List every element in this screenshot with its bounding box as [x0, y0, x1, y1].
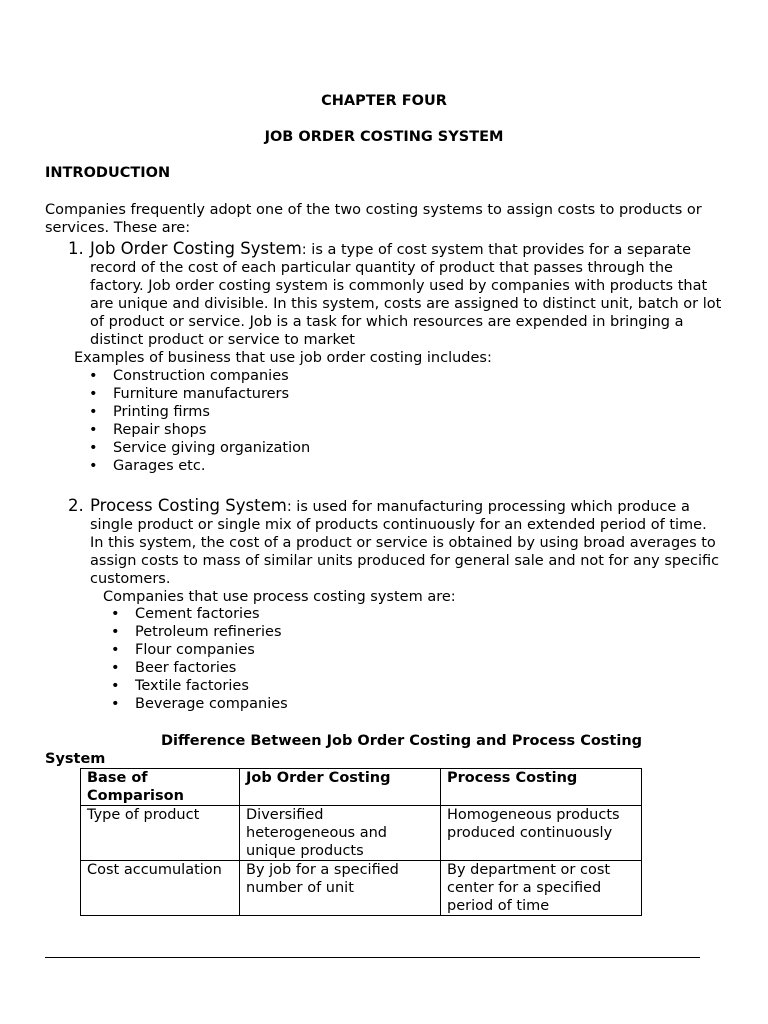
bullet-icon: •	[111, 606, 120, 622]
list-item-text: Printing firms	[113, 404, 210, 420]
bullet-icon: •	[89, 386, 98, 402]
list-item-text: Furniture manufacturers	[113, 386, 290, 402]
bullet-icon: •	[89, 458, 98, 474]
section-term: Job Order Costing System	[90, 239, 302, 258]
bullet-icon: •	[89, 440, 98, 456]
list-item-text: Garages etc.	[113, 458, 206, 474]
list-item	[111, 659, 288, 677]
examples-list	[89, 367, 310, 475]
list-item-text: Repair shops	[113, 422, 207, 438]
table-cell: By job for a specified number of unit	[240, 861, 441, 916]
chapter-title: JOB ORDER COSTING SYSTEM	[264, 129, 504, 145]
list-item-text: Flour companies	[135, 642, 255, 658]
table-cell: By department or cost center for a specified period of time	[441, 861, 642, 916]
table-cell: Type of product	[81, 806, 240, 861]
table-cell: Cost accumulation	[81, 861, 240, 916]
table-row	[81, 861, 642, 916]
list-item	[111, 623, 288, 641]
comparison-table	[80, 768, 642, 916]
bullet-icon: •	[111, 642, 120, 658]
list-item-text: Petroleum refineries	[135, 624, 282, 640]
list-item-text: Beer factories	[135, 660, 237, 676]
list-item	[89, 385, 310, 403]
list-item-text: Textile factories	[135, 678, 249, 694]
list-item	[89, 421, 310, 439]
bullet-icon: •	[111, 696, 120, 712]
list-item	[111, 677, 288, 695]
list-item	[111, 641, 288, 659]
section-process	[68, 497, 728, 589]
table-header-cell: Process Costing	[441, 769, 642, 806]
table-cell: Homogeneous products produced continuously	[441, 806, 642, 861]
table-header-cell: Job Order Costing	[240, 769, 441, 806]
list-item-text: Cement factories	[135, 606, 260, 622]
examples-list	[111, 605, 288, 713]
list-item	[89, 367, 310, 385]
intro-paragraph: Companies frequently adopt one of the two costing systems to assign costs to products or services. These are:	[45, 202, 702, 236]
list-item	[89, 457, 310, 475]
bullet-icon: •	[111, 624, 120, 640]
section-number: 2.	[68, 496, 84, 515]
footer-rule	[45, 957, 700, 958]
bullet-icon: •	[111, 660, 120, 676]
section-definition: : is a type of cost system that provides for a separate record of the cost of each particular quantity of product that passes through the factory. Job order costing system is commonly used by companies with products that are unique and divisible. In this system, costs are assigned to distinct unit, batch or lot of product or service. Job is a task for which resources are expended in bringing a distinct product or service to market	[90, 242, 722, 348]
table-row	[81, 806, 642, 861]
section-body	[90, 240, 722, 349]
section-job-order	[68, 240, 728, 350]
list-item-text: Service giving organization	[113, 440, 311, 456]
examples-intro: Examples of business that use job order costing includes:	[74, 350, 492, 366]
table-header-cell: Base of Comparison	[81, 769, 240, 806]
bullet-icon: •	[89, 422, 98, 438]
list-item	[111, 695, 288, 713]
section-number: 1.	[68, 239, 84, 258]
list-item-text: Beverage companies	[135, 696, 288, 712]
table-cell: Diversified heterogeneous and unique products	[240, 806, 441, 861]
bullet-icon: •	[89, 368, 98, 384]
table-header-row	[81, 769, 642, 806]
list-item-text: Construction companies	[113, 368, 289, 384]
section-body	[90, 497, 722, 588]
list-item	[89, 403, 310, 421]
section-definition: : is used for manufacturing processing which produce a single product or single mix of products continuously for an extended period of time. In this system, the cost of a product or service is obtained by using broad averages to assign costs to mass of similar units produced for general sale and not for any specific customers.	[90, 499, 720, 587]
examples-intro: Companies that use process costing system are:	[103, 589, 456, 605]
list-item	[89, 439, 310, 457]
bullet-icon: •	[89, 404, 98, 420]
intro-heading: INTRODUCTION	[45, 165, 171, 181]
list-item	[111, 605, 288, 623]
table-heading: Difference Between Job Order Costing and Process Costing System	[45, 733, 643, 767]
section-term: Process Costing System	[90, 496, 287, 515]
chapter-label: CHAPTER FOUR	[321, 93, 447, 109]
bullet-icon: •	[111, 678, 120, 694]
